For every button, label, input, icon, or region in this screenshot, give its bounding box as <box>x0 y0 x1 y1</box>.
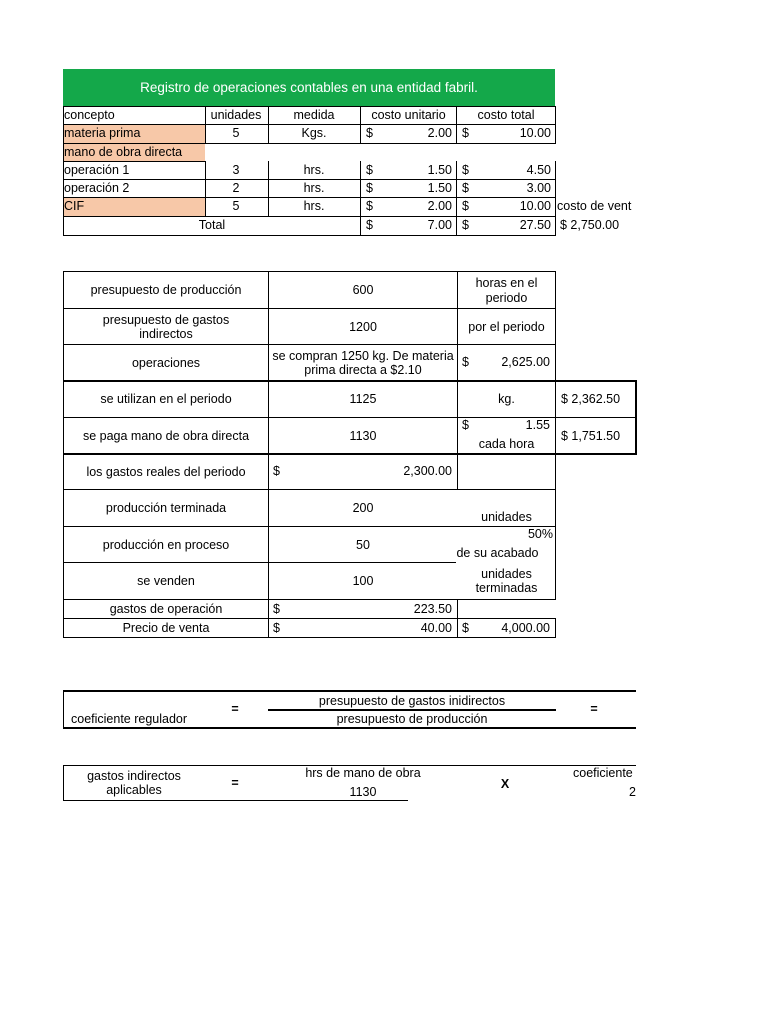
precio-venta-value: 40.00 <box>420 621 452 635</box>
row-medida: hrs. <box>303 199 325 213</box>
grid-line <box>63 197 556 198</box>
equals-sign: = <box>231 702 239 716</box>
grid-line <box>63 161 205 162</box>
grid-line <box>63 179 556 180</box>
value-prod-proceso: 50 <box>356 537 370 552</box>
gastos-reales-value: 2,300.00 <box>403 464 452 478</box>
precio-venta-total-sym: $ <box>462 621 469 635</box>
grid-line <box>63 271 556 272</box>
row-cu: 2.00 <box>427 126 452 140</box>
grid-line <box>268 106 269 143</box>
equals-sign: = <box>231 776 239 790</box>
grid-line <box>63 526 556 527</box>
table-title: Registro de operaciones contables en una entidad fabril. <box>63 69 555 106</box>
grid-line <box>205 106 206 143</box>
row-ct: 10.00 <box>519 126 551 140</box>
row-unidades: 5 <box>232 199 240 213</box>
row-unidades: 5 <box>232 126 240 140</box>
header-costo-total: costo total <box>477 108 535 122</box>
row-concepto: CIF <box>64 199 85 213</box>
label-gastos-operacion: gastos de operación <box>109 602 223 616</box>
gastos-operacion-value: 223.50 <box>413 602 452 616</box>
label-prod-proceso: producción en proceso <box>102 537 230 552</box>
row-medida: hrs. <box>303 181 325 195</box>
row-medida: hrs. <box>303 163 325 177</box>
grid-line <box>63 344 556 345</box>
grid-line <box>63 216 556 217</box>
total-ct: 27.50 <box>519 218 551 232</box>
note-horas-periodo: horas en el periodo <box>475 276 538 305</box>
row-cu-sym: $ <box>366 199 373 213</box>
grid-line <box>63 235 556 236</box>
formula-border-bottom <box>63 727 636 729</box>
label-presupuesto-gastos: presupuesto de gastos indirectos <box>102 312 230 341</box>
costo-venta-value: $ 2,750.00 <box>560 218 620 232</box>
row-concepto: mano de obra directa <box>64 145 183 159</box>
grid-line <box>63 124 556 125</box>
precio-venta-total: 4,000.00 <box>501 621 550 635</box>
label-presupuesto-produccion: presupuesto de producción <box>90 283 242 298</box>
hrs-mano-obra-label: hrs de mano de obra <box>305 766 421 780</box>
formula-border-left <box>63 690 64 729</box>
grid-line <box>63 380 637 382</box>
grid-line <box>456 106 457 143</box>
grid-line <box>360 161 361 236</box>
grid-line <box>555 106 556 143</box>
grid-line <box>63 637 556 638</box>
operaciones-sym: $ <box>462 355 469 369</box>
row-cu-sym: $ <box>366 163 373 177</box>
grid-line <box>635 380 637 455</box>
grid-line <box>205 161 206 216</box>
grid-line <box>360 106 361 143</box>
value-mano-obra: 1130 <box>349 428 377 443</box>
label-se-utilizan: se utilizan en el periodo <box>100 392 232 407</box>
coeficiente-regulador-label: coeficiente regulador <box>71 712 188 726</box>
row-cu-sym: $ <box>366 181 373 195</box>
row-concepto: operación 1 <box>64 163 130 177</box>
grid-line <box>63 106 64 236</box>
formula-border-top <box>63 690 636 692</box>
gastos-operacion-sym: $ <box>273 602 280 616</box>
grid-line <box>555 490 556 600</box>
note-unidades: unidades <box>481 510 532 524</box>
value-operaciones: se compran 1250 kg. De materia prima directa a $2.10 <box>272 348 454 377</box>
row-unidades: 2 <box>232 181 240 195</box>
grid-line <box>457 271 458 490</box>
hrs-mano-obra-value: 1130 <box>349 785 377 799</box>
prod-proceso-pct: 50% <box>527 527 553 541</box>
note-por-periodo: por el periodo <box>468 319 545 334</box>
note-unidades-terminadas: unidades terminadas <box>475 566 538 595</box>
mano-obra-rate: 1.55 <box>525 418 550 432</box>
grid-line <box>63 143 556 144</box>
label-operaciones: operaciones <box>131 355 201 370</box>
total-cu-sym: $ <box>366 218 373 232</box>
costo-venta-label: costo de vent <box>557 199 632 213</box>
row-ct-sym: $ <box>462 199 469 213</box>
coeficiente-label: coeficiente <box>573 766 633 780</box>
header-costo-unitario: costo unitario <box>371 108 446 122</box>
grid-line <box>63 599 556 600</box>
grid-line <box>63 618 556 619</box>
row-concepto: materia prima <box>64 126 141 140</box>
formula-border-bottom <box>63 800 408 801</box>
grid-line <box>63 417 637 418</box>
precio-venta-sym: $ <box>273 621 280 635</box>
row-unidades: 3 <box>232 163 240 177</box>
fraction-bar <box>268 709 556 711</box>
prod-proceso-note: de su acabado <box>456 546 539 560</box>
fraction-numerator: presupuesto de gastos inidirectos <box>318 694 506 708</box>
grid-line <box>555 618 556 638</box>
label-gastos-reales: los gastos reales del periodo <box>86 464 246 479</box>
total-ct-sym: $ <box>462 218 469 232</box>
operaciones-amount: 2,625.00 <box>501 355 550 369</box>
gastos-reales-sym: $ <box>273 464 280 478</box>
row-cu: 1.50 <box>427 163 452 177</box>
grid-line <box>63 562 456 563</box>
coeficiente-value: 2 <box>629 785 636 799</box>
extra-mano-obra-total: $ 1,751.50 <box>561 429 621 443</box>
row-cu: 1.50 <box>427 181 452 195</box>
value-presupuesto-gastos: 1200 <box>349 319 377 334</box>
grid-line <box>63 106 556 107</box>
fraction-denominator: presupuesto de producción <box>336 712 488 726</box>
extra-materia-usada: $ 2,362.50 <box>561 392 621 406</box>
mano-obra-rate-note: cada hora <box>478 437 535 451</box>
total-label: Total <box>198 218 226 232</box>
row-ct: 10.00 <box>519 199 551 213</box>
label-se-venden: se venden <box>137 573 195 588</box>
header-concepto: concepto <box>64 108 115 122</box>
grid-line <box>63 453 637 455</box>
row-medida: Kgs. <box>301 126 327 140</box>
label-precio-venta: Precio de venta <box>122 621 210 635</box>
row-concepto: operación 2 <box>64 181 130 195</box>
grid-line <box>555 271 556 490</box>
row-ct-sym: $ <box>462 181 469 195</box>
value-se-utilizan: 1125 <box>349 392 377 407</box>
value-prod-terminada: 200 <box>352 501 374 516</box>
row-cu: 2.00 <box>427 199 452 213</box>
mano-obra-sym: $ <box>462 418 469 432</box>
grid-line <box>63 308 556 309</box>
multiply-sign: X <box>500 777 510 791</box>
grid-line <box>456 161 457 236</box>
row-ct: 3.00 <box>526 181 551 195</box>
grid-line <box>268 161 269 216</box>
grid-line <box>63 489 556 490</box>
grid-line <box>457 599 458 638</box>
header-unidades: unidades <box>210 108 262 122</box>
label-prod-terminada: producción terminada <box>105 501 227 516</box>
gastos-indirectos-label: gastos indirectos aplicables <box>87 768 181 797</box>
header-medida: medida <box>293 108 335 122</box>
value-se-venden: 100 <box>352 573 374 588</box>
total-cu: 7.00 <box>427 218 452 232</box>
unit-kg: kg. <box>498 392 515 407</box>
equals-sign: = <box>590 702 598 716</box>
label-mano-obra: se paga mano de obra directa <box>82 428 250 443</box>
row-ct-sym: $ <box>462 163 469 177</box>
row-ct-sym: $ <box>462 126 469 140</box>
row-ct: 4.50 <box>526 163 551 177</box>
grid-line <box>268 271 269 638</box>
value-presupuesto-produccion: 600 <box>352 283 374 298</box>
grid-line <box>63 271 64 638</box>
grid-line <box>555 161 556 236</box>
row-cu-sym: $ <box>366 126 373 140</box>
